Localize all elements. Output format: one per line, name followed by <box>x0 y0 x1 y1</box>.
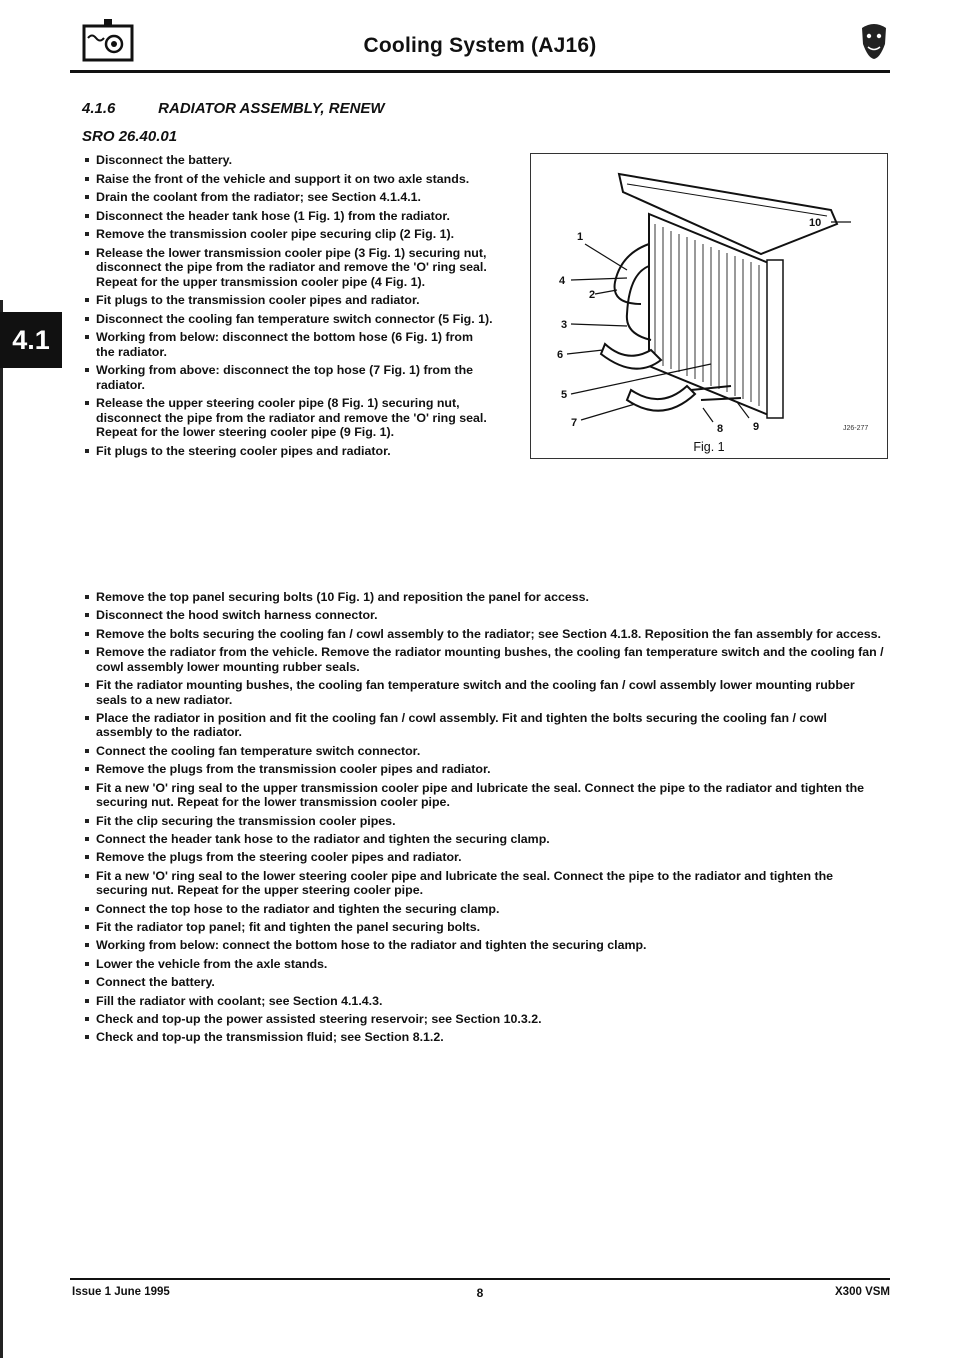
callout-8: 8 <box>717 423 724 435</box>
procedure-number: 4.1.6 <box>82 100 116 117</box>
jaguar-head-logo-icon <box>860 22 888 60</box>
step-item: Place the radiator in position and fit the cooling fan / cowl assembly. Fit and tighten the bolts securing the cooling fan / cowl assembly to the radiator. <box>84 711 884 740</box>
step-item: Fit a new 'O' ring seal to the upper transmission cooler pipe and lubricate the seal. Connect the pipe to the radiator and tighten the securing nut. Repeat for the lower transmission cooler pipe. <box>84 781 884 810</box>
step-item: Fit plugs to the steering cooler pipes and radiator. <box>84 444 494 459</box>
step-item: Connect the battery. <box>84 975 884 990</box>
step-item: Remove the bolts securing the cooling fan / cowl assembly to the radiator; see Section 4.1.8. Reposition the fan assembly for access. <box>84 627 884 642</box>
procedure-steps-upper <box>84 153 494 462</box>
step-item: Fit the clip securing the transmission cooler pipes. <box>84 814 884 829</box>
callout-5: 5 <box>561 389 568 401</box>
header-rule <box>70 70 890 73</box>
figure-code: J26-277 <box>843 425 869 432</box>
step-item: Connect the cooling fan temperature switch connector. <box>84 744 884 759</box>
callout-9: 9 <box>753 421 760 433</box>
step-item: Working from below: disconnect the bottom hose (6 Fig. 1) from the radiator. <box>84 330 494 359</box>
figure-1 <box>530 153 888 459</box>
callout-3: 3 <box>561 319 568 331</box>
procedure-title: RADIATOR ASSEMBLY, RENEW <box>158 100 385 117</box>
step-item: Check and top-up the power assisted steering reservoir; see Section 10.3.2. <box>84 1012 884 1027</box>
callout-10: 10 <box>809 217 822 229</box>
step-item: Remove the transmission cooler pipe securing clip (2 Fig. 1). <box>84 227 494 242</box>
step-item: Lower the vehicle from the axle stands. <box>84 957 884 972</box>
step-item: Remove the plugs from the steering cooler pipes and radiator. <box>84 850 884 865</box>
step-item: Disconnect the cooling fan temperature switch connector (5 Fig. 1). <box>84 312 494 327</box>
step-item: Release the upper steering cooler pipe (8 Fig. 1) securing nut, disconnect the pipe from the radiator and remove the 'O' ring seal. Repeat for the lower steering cooler pipe (9 Fig. 1). <box>84 396 494 440</box>
radiator-assembly-illustration <box>531 154 887 458</box>
procedure-steps-lower <box>84 590 884 1049</box>
left-margin-rule <box>0 300 3 1358</box>
step-item: Remove the top panel securing bolts (10 Fig. 1) and reposition the panel for access. <box>84 590 884 605</box>
callout-2: 2 <box>589 289 596 301</box>
step-item: Working from below: connect the bottom hose to the radiator and tighten the securing clamp. <box>84 938 884 953</box>
callout-7: 7 <box>571 417 578 429</box>
page-title: Cooling System (AJ16) <box>363 34 597 57</box>
step-item: Connect the top hose to the radiator and tighten the securing clamp. <box>84 902 884 917</box>
callout-1: 1 <box>577 231 584 243</box>
step-item: Fill the radiator with coolant; see Section 4.1.4.3. <box>84 994 884 1009</box>
step-item: Raise the front of the vehicle and support it on two axle stands. <box>84 172 494 187</box>
callout-6: 6 <box>557 349 564 361</box>
step-item: Fit a new 'O' ring seal to the lower steering cooler pipe and lubricate the seal. Connect the pipe to the radiator and tighten the securing nut. Repeat for the upper steering cooler pipe. <box>84 869 884 898</box>
step-item: Remove the radiator from the vehicle. Remove the radiator mounting bushes, the cooling fan temperature switch and the cooling fan / cowl assembly lower mounting rubber seals. <box>84 645 884 674</box>
step-item: Fit the radiator mounting bushes, the cooling fan temperature switch and the cooling fan / cowl assembly lower mounting rubber seals to a new radiator. <box>84 678 884 707</box>
step-item: Disconnect the hood switch harness connector. <box>84 608 884 623</box>
footer-manual: X300 VSM <box>835 1286 890 1298</box>
callout-4: 4 <box>559 275 566 287</box>
page-number: 8 <box>476 1286 484 1300</box>
step-item: Working from above: disconnect the top hose (7 Fig. 1) from the radiator. <box>84 363 494 392</box>
step-item: Disconnect the battery. <box>84 153 494 168</box>
procedure-heading <box>82 100 385 117</box>
step-item: Check and top-up the transmission fluid; see Section 8.1.2. <box>84 1030 884 1045</box>
sro-line <box>82 128 177 145</box>
step-item: Drain the coolant from the radiator; see Section 4.1.4.1. <box>84 190 494 205</box>
step-item: Release the lower transmission cooler pipe (3 Fig. 1) securing nut, disconnect the pipe from the radiator and remove the 'O' ring seal. Repeat for the upper transmission cooler pipe (4 Fig. 1). <box>84 246 494 290</box>
sro-number: 26.40.01 <box>118 128 178 145</box>
step-item: Disconnect the header tank hose (1 Fig. 1) from the radiator. <box>84 209 494 224</box>
sro-label: SRO <box>82 128 115 145</box>
section-tab: 4.1 <box>0 312 62 368</box>
page-header <box>70 14 890 72</box>
step-item: Connect the header tank hose to the radiator and tighten the securing clamp. <box>84 832 884 847</box>
step-item: Fit plugs to the transmission cooler pipes and radiator. <box>84 293 494 308</box>
step-item: Fit the radiator top panel; fit and tighten the panel securing bolts. <box>84 920 884 935</box>
figure-caption: Fig. 1 <box>693 440 725 454</box>
step-item: Remove the plugs from the transmission cooler pipes and radiator. <box>84 762 884 777</box>
footer-issue: Issue 1 June 1995 <box>72 1286 170 1298</box>
footer-rule <box>70 1278 890 1280</box>
